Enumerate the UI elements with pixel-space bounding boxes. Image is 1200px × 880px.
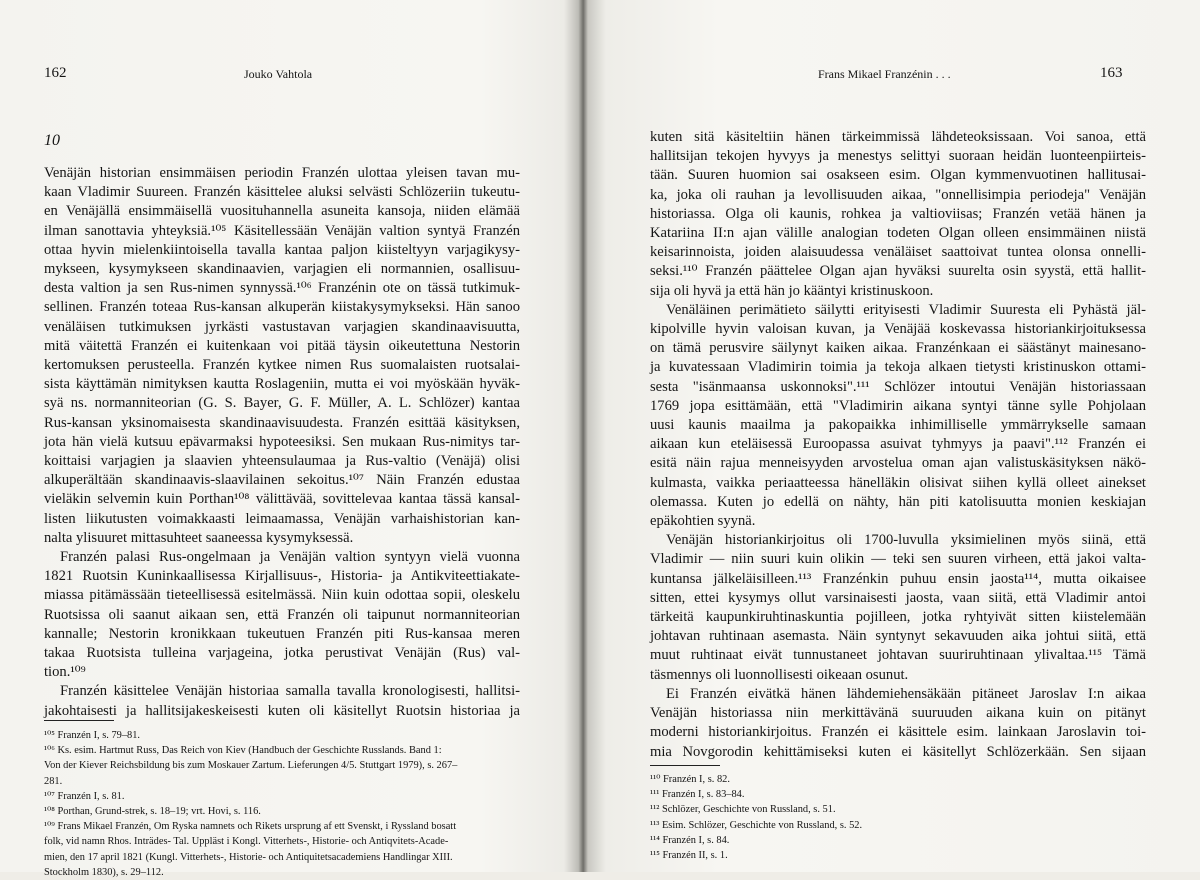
text-line: takaa Ruotsista tulleina varjageina, jotka perustivat Venäjän (Rus) val-: [44, 645, 520, 662]
running-head-right: Frans Mikael Franzénin . . .: [818, 67, 951, 81]
text-line: Franzén käsittelee Venäjän historiaa samalla tavalla kronologisesti, hallitsi-: [60, 683, 520, 700]
text-line: täsmennys oli luonnollisesti oikeaan osunut.: [650, 666, 909, 683]
footnote-line: Von der Kiever Reichsbildung bis zum Moskauer Zartum. Lieferungen 4/5. Stuttgart 1979), s. 267–: [44, 760, 458, 772]
footnote-line: ¹⁰⁵ Franzén I, s. 79–81.: [44, 730, 141, 741]
text-line: sista käyttämän nimityksen kautta Roslageniin, mutta ei voi myöskään hyväk-: [44, 376, 520, 393]
footnote-line: ¹⁰⁸ Porthan, Grund-strek, s. 18–19; vrt. Hovi, s. 116.: [44, 806, 261, 818]
text-line: kulmasta, vaikka periaatteessa hänelläkin olisivat siihen kyllä olleet ainekset: [650, 474, 1146, 491]
footnote-line: 281.: [44, 775, 63, 787]
text-line: mia Novgorodin kehittämiseksi kuten ei käsitellyt Schlözerkään. Sen sijaan: [650, 743, 1146, 760]
footnote-line: ¹¹⁵ Franzén II, s. 1.: [650, 850, 728, 862]
footnotes-right: [650, 772, 1050, 863]
text-line: kertomuksen perusteella. Franzén kytkee nimen Rus suomalaisten ruotsalai-: [44, 357, 520, 374]
text-line: tion.¹⁰⁹: [44, 664, 86, 681]
text-line: vieläkin selvemin kuin Porthan¹⁰⁸ välittävää, sovittelevaa kantaa tässä kansal-: [44, 491, 520, 508]
text-line: ja kuvatessaan Vladimirin toimia ja tekoja alkaen tietysti kristinuskon ottami-: [650, 359, 1146, 376]
left-page: [0, 0, 580, 878]
footnote-line: folk, vid namn Rhos. Inträdes- Tal. Uppläst i Kongl. Vitterhets-, Historie- och Antiqvitets-Acade-: [44, 836, 449, 848]
text-line: ilman sanottavia yhteyksiä.¹⁰⁵ Käsitellessään Venäjän valtion syntyä Franzén: [44, 222, 520, 239]
text-line: kannalle; Nestorin kronikkaan tukeutuen Franzén piti Rus-kansaa meren: [44, 625, 520, 642]
text-line: miassa pitämässään tieteellisessä esitelmässä. Niin kuin odottaa sopii, oleskelu: [44, 587, 520, 604]
text-line: Venäjän historiassa niin merkittävänä suuruuden aikana kuin on pitänyt: [650, 705, 1146, 722]
text-line: Venäjän historiankirjoitus oli 1700-luvulla yksimielinen myös siinä, että: [666, 532, 1146, 549]
text-line: Ruotsissa oli saanut aikaan sen, että Franzén oli taipunut normanniteorian: [44, 606, 520, 623]
text-line: sesta "isänmaansa uskonnoksi".¹¹¹ Schlözer intoutui Venäjän historiassaan: [650, 378, 1146, 395]
page-number-right: 163: [1100, 65, 1123, 81]
page-number-left: 162: [44, 65, 67, 81]
text-line: ka, joka oli rauhan ja levollisuuden aikaa, "onnellisimpia periodeja" Venäjän: [650, 186, 1146, 203]
text-line: Ei Franzén eivätkä hänen lähdemiehensäkään pitäneet Jaroslav I:n aikaa: [666, 685, 1146, 702]
text-line: jota hän vielä kutsuu epävarmaksi hypoteesiksi. Sen mukaan Rus-nimitys tar-: [44, 433, 520, 450]
text-line: muut ruhtinaat eivät tunnustaneet johtavan suuriruhtinaan ylivaltaa.¹¹⁵ Tämä: [650, 647, 1146, 664]
text-line: aikaan kun eteläisessä Euroopassa asuivat tyhmyys ja paavi".¹¹² Franzén ei: [650, 436, 1146, 453]
text-line: keisarinnoista, joiden alaisuudessa venäläiset saattoivat tuntea olonsa onnelli-: [650, 244, 1146, 261]
footnotes-left: [44, 728, 522, 880]
text-line: Venäjän historian ensimmäisen periodin Franzén ulottaa yleisen tavan mu-: [44, 165, 520, 181]
text-line: sitten, ettei kysymys ollut varsinaisesti jaosta, vaan siitä, että Vladimir antoi: [650, 589, 1146, 606]
body-text-right: [650, 128, 1146, 762]
text-line: tärkeitä kaupunkiruhtinaskuntia pojilleen, jotka ryhtyivät sitten kiistelemään: [650, 609, 1146, 626]
text-line: uusi kaunis maailma ja pakopaikka inhimilliselle ymmärrykselle samaan: [650, 417, 1146, 434]
text-line: alkuperältään skandinaavis-slaavilainen sekoitus.¹⁰⁷ Näin Franzén edustaa: [44, 472, 520, 489]
text-line: 1769 jopa esittämään, että "Vladimirin aikana syntyi tänne sylle Pohjolaan: [650, 397, 1146, 414]
text-line: ottaa hyvin mielenkiintoisella tavalla kantaa paljon kiisteltyyn varjagikysy-: [44, 241, 520, 258]
text-line: epäkohtien syynä.: [650, 513, 756, 530]
text-line: historiassa. Olga oli kaunis, rohkea ja valtioviisas; Franzén vetää hänen ja: [650, 205, 1146, 222]
text-line: kuten sitä käsiteltiin hänen tärkeimmissä lähdeteoksissaan. Voi sanoa, että: [650, 129, 1146, 145]
text-line: Rus-kansan yksinomaisesta skandinaavisuudesta. Franzén esittää käsityksen,: [44, 414, 520, 431]
footnote-rule-right: [650, 765, 720, 766]
text-line: kipolville hyvin valoisan kuvan, ja Venäjää koskevassa historiankirjoituksessa: [650, 321, 1146, 338]
text-line: venäläisen tutkimuksen jyrkästi vastustavan varjagien skandinaavisuutta,: [44, 318, 520, 335]
footnote-line: ¹¹¹ Franzén I, s. 83–84.: [650, 789, 745, 801]
text-line: syä ns. normanniteorian (G. S. Bayer, G. F. Müller, A. L. Schlözer) kantaa: [44, 395, 520, 412]
text-line: Venäläinen perimätieto säilytti erityisesti Vladimir Suuresta eli Pyhästä jäl-: [666, 301, 1146, 318]
text-line: Franzén palasi Rus-ongelmaan ja Venäjän valtion syntyyn vielä vuonna: [60, 549, 520, 566]
text-line: kaan Vladimir Suureen. Franzén käsittelee aluksi selvästi Schlözeriin tukeutu-: [44, 184, 520, 201]
footnote-line: ¹¹² Schlözer, Geschichte von Russland, s. 51.: [650, 804, 836, 816]
text-line: esitä näin rajua menneisyyden arvostelua oman ajan valistuskäsityksen näkö-: [650, 455, 1146, 472]
section-number: 10: [44, 132, 60, 149]
text-line: seksi.¹¹⁰ Franzén päättelee Olgan ajan hyväksi suurelta osin syystä, että hallit-: [650, 263, 1146, 280]
text-line: koittaisi varjagien ja slaavien yhteensulaumaa ja Rus-valtio (Venäjä) olisi: [44, 453, 520, 470]
text-line: kuntansa jälkeläisilleen.¹¹³ Franzénkin puhuu ensin jaosta¹¹⁴, mutta oikaisee: [650, 570, 1146, 587]
footnote-line: ¹⁰⁹ Frans Mikael Franzén, Om Ryska namnets och Rikets ursprung af ett Svenskt, i Ryssland bosatt: [44, 821, 457, 833]
text-line: listen liikutusten voimakkaasti leimaamassa, Venäjän varhaishistorian kan-: [44, 510, 520, 527]
text-line: Katariina II:n ajan välille analogian todeten Olgan olleen ensimmäinen niistä: [650, 225, 1146, 242]
body-text-left: [44, 164, 520, 721]
footnote-line: ¹⁰⁶ Ks. esim. Hartmut Russ, Das Reich von Kiev (Handbuch der Geschichte Russlands. Band 1:: [44, 745, 442, 757]
text-line: Vladimir — niin suuri kuin olikin — teki sen suuren virheen, että jakoi valta-: [650, 551, 1146, 568]
text-line: sija oli hyvä ja että hän jo kääntyi kristinuskoon.: [650, 282, 934, 299]
text-line: nalta ylisuuret mittasuhteet saaneessa kysymyksessä.: [44, 529, 354, 546]
text-line: olemassa. Kuten jo edellä on nähty, hän piti katolisuutta monien keskiajan: [650, 493, 1146, 510]
footnote-line: ¹¹⁴ Franzén I, s. 84.: [650, 834, 730, 846]
text-line: tään. Suuren huomion sai osakseen esim. Olgan kymmenvuotinen hallitusai-: [650, 167, 1146, 184]
text-line: on tämä perusvire säilynyt kaiken aikaa. Franzénkaan ei säästänyt mainesano-: [650, 340, 1146, 357]
footnote-line: ¹¹³ Esim. Schlözer, Geschichte von Russland, s. 52.: [650, 819, 863, 831]
footnote-line: ¹¹⁰ Franzén I, s. 82.: [650, 774, 730, 785]
footnote-line: mien, den 17 april 1821 (Kungl. Vitterhets-, Historie- och Antiquitetsacademiens Handlingar XIII.: [44, 851, 453, 863]
running-head-left: Jouko Vahtola: [244, 67, 313, 81]
text-line: desta valtion ja sen Rus-nimen synnyssä.¹⁰⁶ Franzénin ote on tässä tutkimuk-: [44, 280, 520, 297]
text-line: en Venäjällä ensimmäisellä vuosituhannella asuneita kansoja, niiden elämää: [44, 203, 520, 220]
text-line: moderni historiankirjoitus. Franzén ei käsittele esim. lainkaan Jaroslavin toi-: [650, 724, 1146, 741]
footnote-rule-left: [44, 720, 114, 721]
text-line: hallitsijan tekojen hyvyys ja menestys selittyi suoraan heidän luonteenpiirteis-: [650, 148, 1146, 165]
text-line: mykseen, kysymykseen skandinaavien, varjagien eli normannien, osallisuu-: [44, 261, 520, 278]
right-page: [610, 0, 1200, 872]
footnote-line: ¹⁰⁷ Franzén I, s. 81.: [44, 790, 125, 802]
text-line: jakohtaisesti ja hallitsijakeskeisesti kuten oli käsitellyt Ruotsin historiaa ja: [44, 702, 520, 719]
footnote-line: Stockholm 1830), s. 29–112.: [44, 866, 164, 878]
text-line: sellinen. Franzén toteaa Rus-kansan alkuperän kiistakysymykseksi. Hän sanoo: [44, 299, 520, 316]
text-line: 1821 Ruotsin Kuninkaallisessa Kirjallisuus-, Historia- ja Antikviteettiakate-: [44, 568, 520, 585]
text-line: mitä väitettä Franzén ei kuitenkaan voi pitää täysin oikeutettuna Nestorin: [44, 337, 520, 354]
text-line: johtavan ruhtinaan asemasta. Näin syntynyt sekavuuden aika johtui siitä, että: [650, 628, 1146, 645]
